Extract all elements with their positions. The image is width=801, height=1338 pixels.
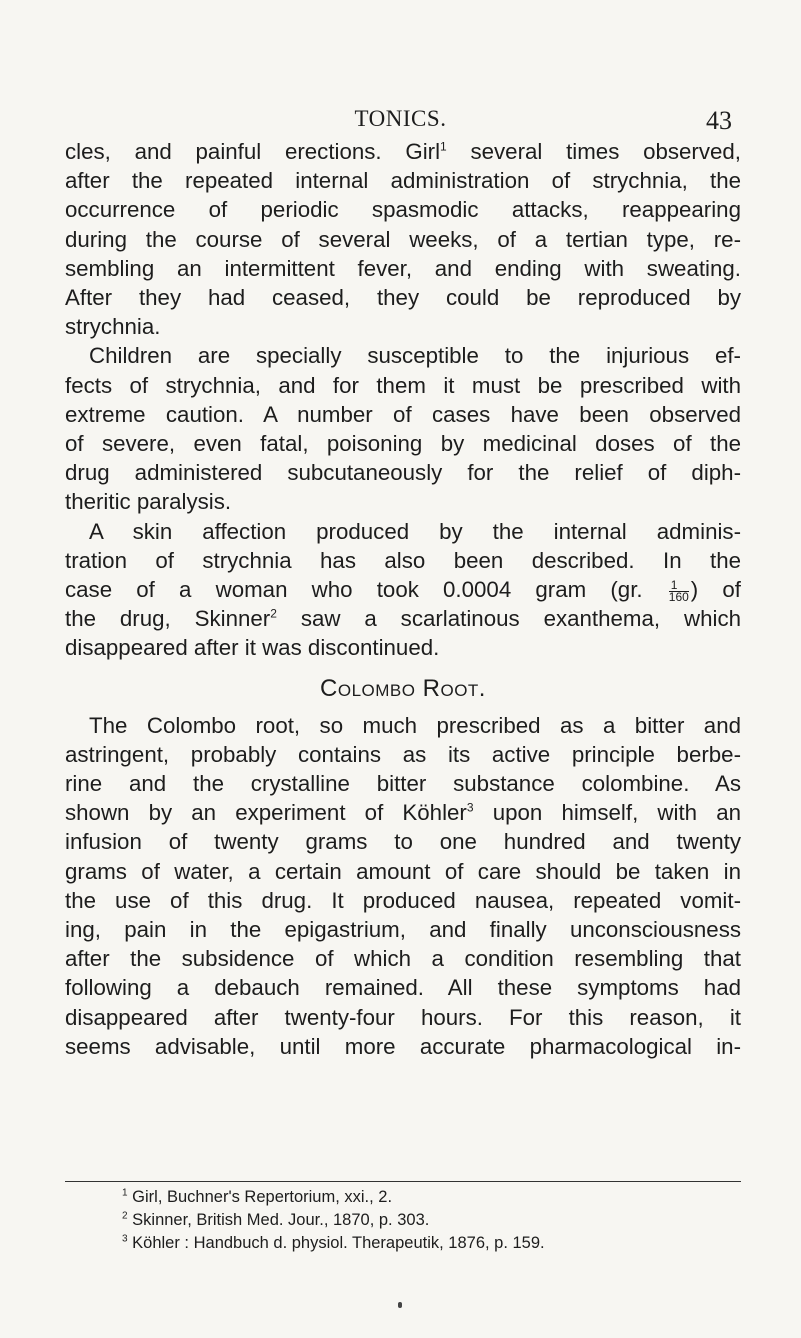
footnote: $^1$ Girl, Buchner's Repertorium, xxi., 2. bbox=[122, 1187, 393, 1206]
text-line: the use of this drug. It produced nausea, repeated vomit- bbox=[65, 887, 741, 913]
text-line: cles, and painful erections. Girl$^1$ several times observed, bbox=[65, 139, 742, 164]
text-line: tration of strychnia has also been described. In the bbox=[65, 547, 741, 573]
text-line: the drug, Skinner$^2$ saw a scarlatinous exanthema, which bbox=[65, 606, 741, 632]
text-line: following a debauch remained. All these symptoms had bbox=[65, 975, 741, 1001]
text-line: sembling an intermittent fever, and ending with sweating. bbox=[65, 255, 741, 281]
text-line: of severe, even fatal, poisoning by medicinal doses of the bbox=[65, 431, 741, 457]
text-line: After they had ceased, they could be reproduced by bbox=[65, 285, 741, 311]
text-line: occurrence of periodic spasmodic attacks, reappearing bbox=[65, 197, 741, 223]
text-line: infusion of twenty grams to one hundred and twenty bbox=[65, 829, 741, 855]
text-line: grams of water, a certain amount of care should be taken in bbox=[65, 858, 741, 884]
text-line: rine and the crystalline bitter substance colombine. As bbox=[65, 771, 741, 797]
footnotes bbox=[122, 1186, 742, 1255]
footnote-ref: 2 bbox=[270, 606, 277, 621]
footnote-ref: 3 bbox=[466, 800, 474, 815]
fraction: $\frac{1}{160}$ bbox=[668, 577, 689, 604]
footnote: $^2$ Skinner, British Med. Jour., 1870, p. 303. bbox=[122, 1210, 430, 1229]
text-line: drug administered subcutaneously for the relief of diph- bbox=[65, 460, 741, 486]
text-line: A skin affection produced by the internal adminis- bbox=[89, 518, 741, 544]
text-line: shown by an experiment of Köhler$^3$ upon himself, with an bbox=[65, 800, 742, 826]
text-line: strychnia. bbox=[65, 314, 161, 340]
text-line: after the repeated internal administration of strychnia, the bbox=[65, 168, 741, 194]
text-line: Children are specially susceptible to the injurious ef- bbox=[89, 343, 741, 369]
text-line: case of a woman who took 0.0004 gram (gr. $\frac{1}{160}$ ) of bbox=[65, 577, 741, 604]
text-line: disappeared after it was discontinued. bbox=[65, 635, 440, 661]
text-line: disappeared after twenty-four hours. For this reason, it bbox=[65, 1004, 741, 1030]
footnote-divider bbox=[65, 1181, 741, 1182]
text-line: ing, pain in the epigastrium, and finally unconsciousness bbox=[65, 917, 741, 943]
footnote-ref: 1 bbox=[440, 139, 447, 154]
ink-speck bbox=[398, 1302, 402, 1308]
text-line: fects of strychnia, and for them it must be prescribed with bbox=[65, 372, 741, 398]
text-line: during the course of several weeks, of a tertian type, re- bbox=[65, 226, 741, 252]
text-line: theritic paralysis. bbox=[65, 489, 232, 515]
section-heading: Colombo Root. bbox=[320, 674, 486, 702]
page-header bbox=[0, 0, 801, 140]
page-number: 43 bbox=[706, 106, 732, 135]
text-line: astringent, probably contains as its active principle berbe- bbox=[65, 741, 741, 767]
footnote: $^3$ Köhler : Handbuch d. physiol. Therapeutik, 1876, p. 159. bbox=[122, 1233, 545, 1252]
main-text bbox=[65, 137, 741, 1061]
text-line: seems advisable, until more accurate pharmacological in- bbox=[65, 1033, 741, 1059]
text-line: extreme caution. A number of cases have been observed bbox=[65, 401, 741, 427]
running-title: TONICS. bbox=[354, 106, 447, 131]
text-line: The Colombo root, so much prescribed as a bitter and bbox=[89, 712, 741, 738]
text-line: after the subsidence of which a condition resembling that bbox=[65, 946, 741, 972]
